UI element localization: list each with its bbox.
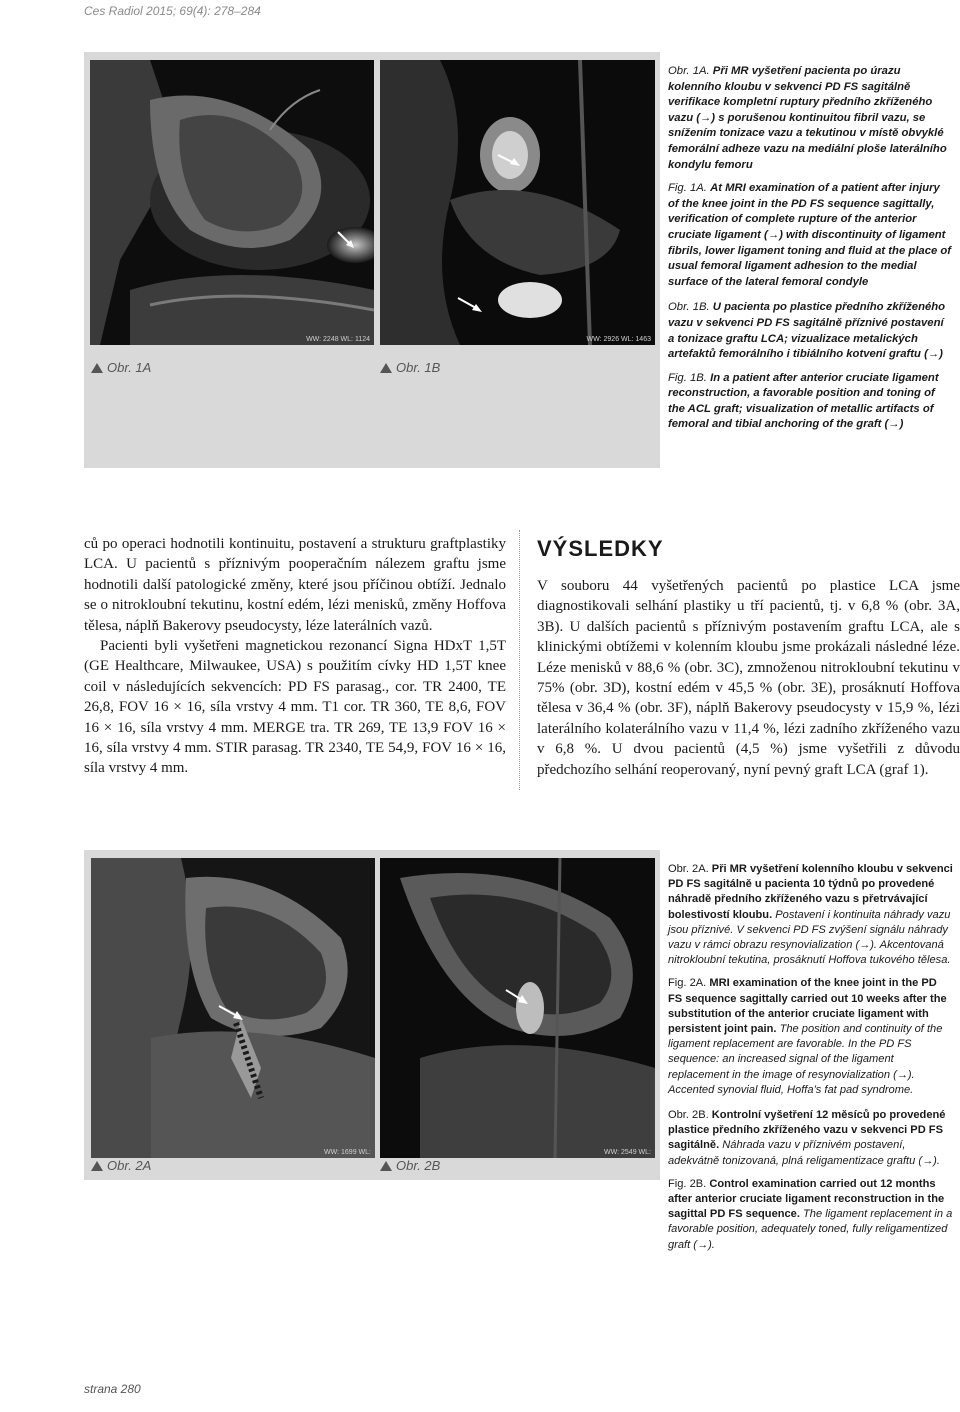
mri-image-1b	[380, 60, 655, 345]
body-left-column	[84, 534, 506, 779]
figure-2-captions	[668, 862, 953, 1261]
caption-2b-cz: Obr. 2B. Kontrolní vyšetření 12 měsíců po provedené plastice předního zkříženého vazu v sekvenci PD FS sagitálně. Náhrada vazu v příznivém postavení, adekvátně tonizovaná, plná religamentizace graftu (→).	[668, 1109, 946, 1167]
caption-1b-cz: Obr. 1B. U pacienta po plastice předního zkříženého vazu v sekvenci PD FS sagitálně příznivé postavení a tonizace graftu LCA; vizualizace metalických artefaktů femorálního i tibiálního kotvení graftu (→)	[668, 301, 946, 361]
mri-overlay-1b: WW: 2926 WL: 1463	[586, 336, 651, 343]
mri-overlay-1a: WW: 2248 WL: 1124	[306, 336, 370, 343]
knee-mri-2b-graphic	[380, 858, 655, 1158]
body-right-column	[537, 576, 960, 780]
triangle-marker-icon	[380, 363, 392, 373]
caption-2a-en: Fig. 2A. MRI examination of the knee joint in the PD FS sequence sagittally carried out 10 weeks after the substitution of the anterior cruciate ligament with persistent joint pain. The position and continuity of the ligament replacement are favorable. In the PD FS sequence: an increased signal of the ligament replacement in the image of resynovialization (→). Accented synovial fluid, Hoffa’s fat pad syndrome.	[668, 977, 947, 1096]
column-divider	[519, 530, 521, 790]
knee-mri-2a-graphic	[91, 858, 375, 1158]
body-paragraph: V souboru 44 vyšetřených pacientů po plastice LCA jsme diagnostikovali selhání plastiky u tří pacientů, tj. v 6,8 % (obr. 3A, 3B). U dalších pacientů s příznivým postavením graftu LCA, ale s klinickými obtížemi v kolenním kloubu jsme prokázali následné léze. Léze menisků v 88,6 % (obr. 3C), zmnoženou nitrokloubní tekutinu v 75% (obr. 3D), kostní edém v 45,5 % (obr. 3E), prosáknutí Hoffova tělesa v 36,4 % (obr. 3F), náplň Bakerovy pseudocysty v 15,9 %, lézi laterálního kolaterálního vazu v 11,4 %, lézi zadního zkříženého vazu v 6,8 %. U dvou pacientů (4,5 %) jsme vyšetřili z důvodu předchozího selhání reoperovaný, nyní pevný graft LCA (graf 1).	[537, 578, 960, 778]
body-paragraph: Pacienti byli vyšetřeni magnetickou rezonancí Signa HDxT 1,5T (GE Healthcare, Milwaukee, USA) s použitím cívky HD 1,5T knee coil v následujících sekvencích: PD FS parasag., cor. TR 2400, TE 26,8, FOV 16 × 16, síla vrstvy 4 mm. T1 cor. TR 360, TE 8,6, FOV 16 × 16, síla vrstvy 4 mm. MERGE tra. TR 269, TE 13,9 FOV 16 × 16, síla vrstvy 4 mm. STIR parasag. TR 2340, TE 54,9, FOV 16 × 16, síla vrstvy 4 mm.	[84, 638, 506, 777]
mri-image-1a	[90, 60, 374, 345]
triangle-marker-icon	[91, 363, 103, 373]
triangle-marker-icon	[380, 1161, 392, 1171]
label-obr-2b: Obr. 2B	[380, 1158, 440, 1173]
body-paragraph: ců po operaci hodnotili kontinuitu, postavení a strukturu graftplastiky LCA. U pacientů s příznivým pooperačním nálezem graftu jsme hodnotili další patologické změny, které jsou příčinou obtíží. Jednalo se o nitrokloubní tekutinu, kostní edém, lézi menisků, změny Hoffova tělesa, náplň Bakerovy pseudocysty, léze laterálních vazů.	[84, 536, 506, 634]
knee-mri-1a-graphic	[90, 60, 374, 345]
mri-overlay-2b: WW: 2549 WL:	[604, 1149, 651, 1156]
caption-1b-en: Fig. 1B. In a patient after anterior cruciate ligament reconstruction, a favorable position and toning of the ACL graft; visualization of metallic artifacts of femoral and tibial anchoring of the graft (→)	[668, 371, 939, 431]
caption-1a-en: Fig. 1A. At MRI examination of a patient after injury of the knee joint in the PD FS sequence sagittally, verification of complete rupture of the anterior cruciate ligament (→) with discontinuity of ligament fibrils, lower ligament toning and fluid at the place of usual femoral ligament adhesion to the medial surface of the lateral femoral condyle	[668, 182, 952, 288]
journal-header: Ces Radiol 2015; 69(4): 278–284	[84, 4, 261, 18]
section-title-results: VÝSLEDKY	[537, 536, 664, 561]
mri-image-2a	[91, 858, 375, 1158]
caption-2a-cz: Obr. 2A. Při MR vyšetření kolenního kloubu v sekvenci PD FS sagitálně u pacienta 10 týdnů po provedené náhradě předního zkříženého vazu s přetrvávající bolestivostí kloubu. Postavení i kontinuita náhrady vazu jsou příznivé. V sekvenci PD FS zvýšení signálu náhrady vazu v rámci obrazu resynovialization (→). Akcentovaná nitrokloubní tekutina, prosáknutí Hoffova tukového tělesa.	[668, 863, 953, 967]
caption-1a-cz: Obr. 1A. Při MR vyšetření pacienta po úrazu kolenního kloubu v sekvenci PD FS sagitálně verifikace kompletní ruptury předního zkříženého vazu (→) s porušenou kontinuitou fibril vazu, se snížením tonizace vazu a tekutinou v místě obvyklé femorální adheze vazu na mediální ploše laterálního kondylu femoru	[668, 65, 947, 171]
knee-mri-1b-graphic	[380, 60, 655, 345]
label-obr-1a: Obr. 1A	[91, 360, 151, 375]
triangle-marker-icon	[91, 1161, 103, 1171]
mri-image-2b	[380, 858, 655, 1158]
page-number: strana 280	[84, 1382, 141, 1396]
figure-1-captions	[668, 64, 953, 441]
caption-2b-en: Fig. 2B. Control examination carried out 12 months after anterior cruciate ligament reconstruction in the sagittal PD FS sequence. The ligament replacement in a favorable position, adequately toned, fully religamentized graft (→).	[668, 1177, 953, 1251]
label-obr-1b: Obr. 1B	[380, 360, 440, 375]
label-obr-2a: Obr. 2A	[91, 1158, 151, 1173]
mri-overlay-2a: WW: 1699 WL:	[324, 1149, 371, 1156]
